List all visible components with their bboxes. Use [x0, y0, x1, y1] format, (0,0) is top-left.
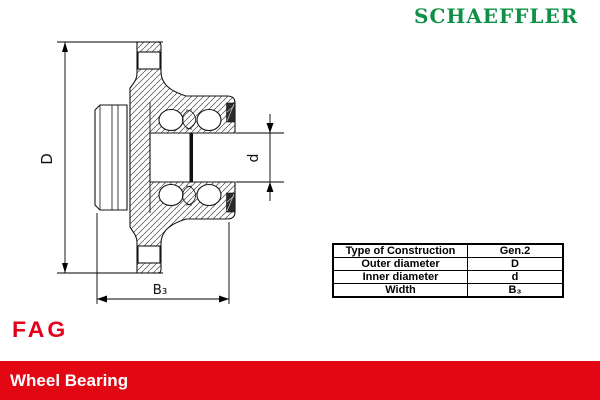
schaeffler-logo: SCHAEFFLER: [414, 4, 579, 28]
spec-label: Width: [333, 284, 468, 298]
bearing-ball: [159, 185, 183, 206]
bearing-ball: [197, 110, 221, 131]
seal: [227, 193, 236, 212]
footer-banner: [0, 361, 600, 400]
spec-row: [333, 244, 563, 258]
bearing-ball: [159, 110, 183, 131]
hub-metal-body: [130, 42, 235, 273]
seal: [227, 103, 236, 122]
spec-table: [332, 243, 564, 298]
fag-logo: FAG: [12, 317, 69, 342]
spec-value: Gen.2: [468, 244, 564, 258]
spec-value: B₃: [468, 284, 564, 298]
dimension-inner-diameter: [236, 114, 284, 201]
spec-row: [333, 271, 563, 284]
spec-value: D: [468, 258, 564, 271]
dim-label-B3: B₃: [152, 282, 168, 298]
bolt-hole-bottom: [138, 246, 160, 263]
product-title: Wheel Bearing: [10, 370, 129, 390]
spec-row: [333, 284, 563, 298]
spec-value: d: [468, 271, 564, 284]
bearing-ball: [197, 185, 221, 206]
inner-ring-split: [190, 133, 194, 182]
spec-label: Outer diameter: [333, 258, 468, 271]
spec-row: [333, 258, 563, 271]
bolt-hole-top: [138, 52, 160, 69]
spec-label: Inner diameter: [333, 271, 468, 284]
dim-label-d: d: [246, 153, 262, 163]
dim-label-D: D: [38, 153, 56, 165]
hub-cross-section: [95, 42, 235, 273]
spec-label: Type of Construction: [333, 244, 468, 258]
